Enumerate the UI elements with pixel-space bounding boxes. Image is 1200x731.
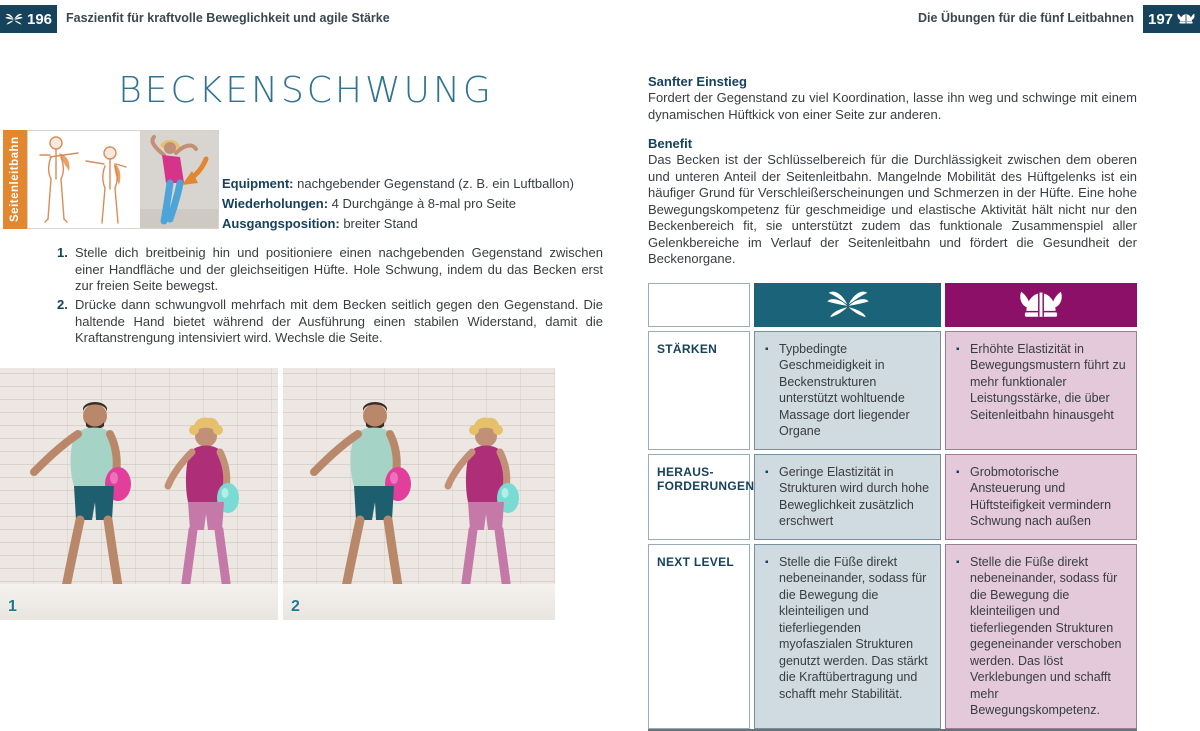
bullet-square-icon: ▪ <box>765 466 769 478</box>
staerken-fascia-text: Typbedingte Geschmeidigkeit in Beckenstrukturen unterstützt wohltuende Massage dort liegender Organe <box>779 341 910 438</box>
benefit-heading: Benefit <box>648 136 693 151</box>
bullet-square-icon: ▪ <box>956 466 960 478</box>
step-2 <box>57 297 603 347</box>
position-line <box>222 214 574 234</box>
staerken-fascia-cell <box>754 331 941 450</box>
row-label-herausforderungen: HERAUS-FORDERUNGEN <box>648 454 750 540</box>
left-running-title: Faszienfit für kraftvolle Beweglichkeit und agile Stärke <box>66 11 390 25</box>
anatomy-inset <box>27 130 219 229</box>
right-page-column <box>648 74 1137 731</box>
equipment-value: nachgebender Gegenstand (z. B. ein Luftballon) <box>293 176 574 191</box>
muscle-type-header-cell <box>945 283 1137 327</box>
meridian-tab: Seitenleitbahn <box>3 130 27 229</box>
easy-entry-heading: Sanfter Einstieg <box>648 74 747 89</box>
equipment-line <box>222 174 574 194</box>
exercise-photos <box>0 368 555 620</box>
exercise-photo-1 <box>0 368 278 620</box>
bullet-square-icon: ▪ <box>765 343 769 355</box>
exercise-info-strip <box>3 130 219 229</box>
left-page-number-box <box>0 5 57 33</box>
bullet-square-icon: ▪ <box>956 556 960 568</box>
right-page-number: 197 <box>1147 10 1174 28</box>
photo-2-label: 2 <box>291 598 300 615</box>
viking-helmet-icon <box>1019 288 1063 322</box>
photo-floor <box>0 584 278 620</box>
step-2-number: 2. <box>57 296 68 312</box>
next-level-muscle-cell <box>945 544 1137 729</box>
wings-icon <box>825 290 871 320</box>
right-page-number-box <box>1143 5 1200 33</box>
herausforderungen-fascia-text: Geringe Elastizität in Strukturen wird durch hohe Beweglichkeit zusätzlich erschwert <box>779 464 930 528</box>
right-running-title: Die Übungen für die fünf Leitbahnen <box>918 11 1134 25</box>
equipment-label: Equipment: <box>222 176 294 191</box>
instruction-steps <box>57 245 603 349</box>
bullet-square-icon: ▪ <box>956 343 960 355</box>
staerken-muscle-cell <box>945 331 1137 450</box>
herausforderungen-fascia-cell <box>754 454 941 540</box>
herausforderungen-muscle-text: Grobmotorische Ansteuerung und Hüftsteifigkeit vermindern Schwung nach außen <box>970 464 1112 528</box>
step-1-text: Stelle dich breitbeinig hin und positioniere einen nachgebenden Gegenstand zwischen einer Handfläche und der gleichseitigen Hüfte. Hole Schwung, indem du das Becken erst zur freien Seite bewegst. <box>75 245 603 294</box>
table-header-empty-cell <box>648 283 750 327</box>
staerken-muscle-text: Erhöhte Elastizität in Bewegungsmustern führt zu mehr funktionaler Leistungsstärke, die über Seitenleitbahn hinausgeht <box>970 341 1126 422</box>
next-level-muscle-text: Stelle die Füße direkt nebeneinander, sodass für die Bewegung die kleinteiligen und tieferliegenden Strukturen gegeneinander verschoben werden. Das löst Verklebungen und schafft mehr Bewegungskompetenz. <box>970 554 1122 717</box>
easy-entry-text: Fordert der Gegenstand zu viel Koordination, lasse ihn weg und schwinge mit einem dynamischen Hüftkick von einer Seite zur anderen. <box>648 90 1137 122</box>
exercise-photo-2 <box>283 368 555 620</box>
row-label-staerken: STÄRKEN <box>648 331 750 450</box>
meridian-anatomy-illustration <box>28 131 140 228</box>
step-1 <box>57 245 603 295</box>
benefit-text: Das Becken ist der Schlüsselbereich für die Durchlässigkeit zwischen dem oberen und unteren Anteil der Seitenleitbahn. Mangelnde Mobilität des Hüftgelenks ist ein häufiger Grund für Verschleißerscheinungen und Schmerzen in der Hüfte. Eine hohe Bewegungskompetenz für geschmeidige und elastische Aktivität hält nicht nur den Beckenbereich fit, sie unterstützt zudem das funktionale Zusammenspiel aller Gelenkbereiche im Verlauf der Seitenleitbahn und fördert die Gesundheit der Beckenorgane. <box>648 152 1137 266</box>
equipment-block <box>222 174 574 234</box>
photo-1-label: 1 <box>8 598 17 615</box>
photo-floor <box>283 584 555 620</box>
viking-helmet-icon <box>1177 12 1195 26</box>
reps-label: Wiederholungen: <box>222 196 329 212</box>
next-level-fascia-cell <box>754 544 941 729</box>
type-comparison-table <box>648 283 1137 731</box>
position-label: Ausgangsposition: <box>222 216 340 232</box>
left-page-number: 196 <box>26 10 53 28</box>
meridian-demo-photo <box>140 131 218 228</box>
reps-value: 4 Durchgänge à 8-mal pro Seite <box>328 196 516 212</box>
position-value: breiter Stand <box>339 216 418 232</box>
step-2-text: Drücke dann schwungvoll mehrfach mit dem Becken seitlich gegen den Gegenstand. Die haltende Hand bietet während der Ausführung einen stabilen Widerstand, damit die Kraftanstrengung intensiviert wird. Wechsle die Seite. <box>75 296 603 346</box>
exercise-title: BECKENSCHWUNG <box>118 70 494 111</box>
wings-icon <box>5 13 23 26</box>
step-1-number: 1. <box>57 245 68 260</box>
next-level-fascia-text: Stelle die Füße direkt nebeneinander, sodass für die Bewegung die kleinteiligen und tieferliegenden myofaszialen Strukturen genutzt werden. Das stärkt die Kraftübertragung und schafft mehr Stabilität. <box>779 554 928 701</box>
reps-line <box>222 194 574 214</box>
bullet-square-icon: ▪ <box>765 556 769 568</box>
row-label-next-level: NEXT LEVEL <box>648 544 750 729</box>
herausforderungen-muscle-cell <box>945 454 1137 540</box>
fascia-type-header-cell <box>754 283 941 327</box>
